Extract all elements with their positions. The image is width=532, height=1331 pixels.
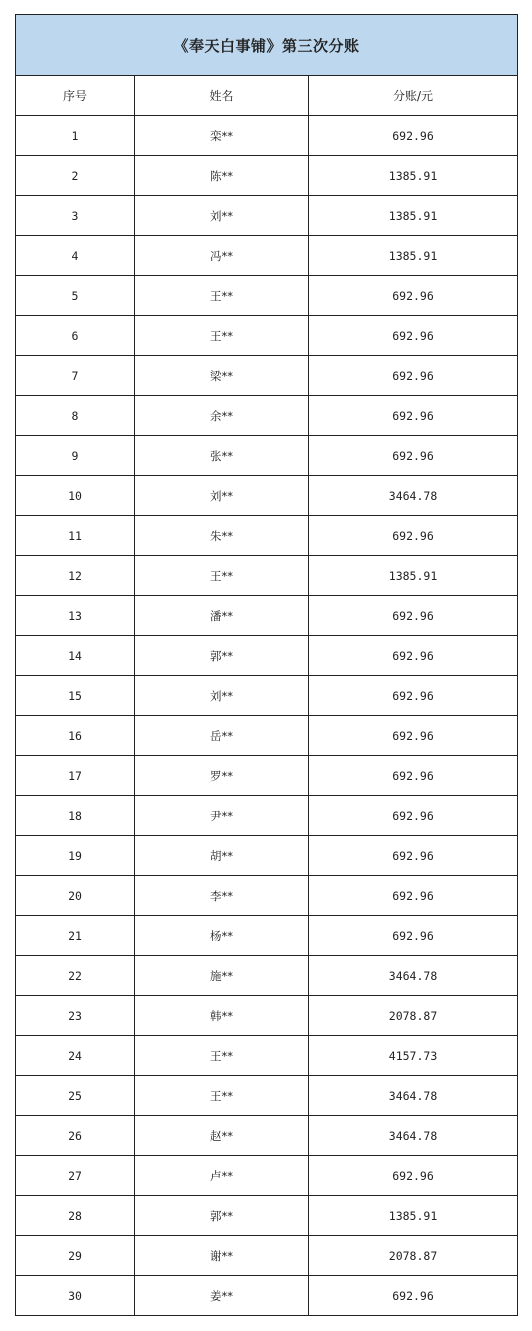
row-amount-cell: 3464.78 [309,1116,518,1156]
row-index-cell: 30 [16,1276,135,1316]
row-amount-cell: 692.96 [309,516,518,556]
row-amount-cell: 3464.78 [309,956,518,996]
row-name-cell: 胡** [135,836,309,876]
row-name-cell: 王** [135,1036,309,1076]
row-index-cell: 3 [16,196,135,236]
row-amount-cell: 692.96 [309,676,518,716]
row-name-cell: 王** [135,556,309,596]
table-row [16,756,518,796]
row-index-cell: 29 [16,1236,135,1276]
row-name-cell: 王** [135,316,309,356]
row-amount-cell: 1385.91 [309,236,518,276]
row-index-cell: 28 [16,1196,135,1236]
table-body [16,116,518,1316]
table-row [16,116,518,156]
column-header-index: 序号 [16,76,135,116]
row-amount-cell: 692.96 [309,716,518,756]
row-amount-cell: 692.96 [309,356,518,396]
table-row [16,1116,518,1156]
table-row [16,316,518,356]
row-name-cell: 张** [135,436,309,476]
row-amount-cell: 692.96 [309,636,518,676]
row-name-cell: 刘** [135,196,309,236]
row-name-cell: 郭** [135,1196,309,1236]
table-row [16,396,518,436]
row-amount-cell: 1385.91 [309,556,518,596]
table-row [16,716,518,756]
row-index-cell: 9 [16,436,135,476]
table-row [16,556,518,596]
row-name-cell: 郭** [135,636,309,676]
table-row [16,796,518,836]
table-row [16,836,518,876]
row-index-cell: 20 [16,876,135,916]
row-name-cell: 施** [135,956,309,996]
table-row [16,1196,518,1236]
row-index-cell: 7 [16,356,135,396]
row-name-cell: 赵** [135,1116,309,1156]
table-row [16,1236,518,1276]
table-row [16,476,518,516]
row-name-cell: 罗** [135,756,309,796]
row-index-cell: 22 [16,956,135,996]
table-row [16,596,518,636]
row-index-cell: 27 [16,1156,135,1196]
table-row [16,1076,518,1116]
row-index-cell: 10 [16,476,135,516]
row-name-cell: 余** [135,396,309,436]
row-name-cell: 潘** [135,596,309,636]
row-amount-cell: 2078.87 [309,1236,518,1276]
row-amount-cell: 692.96 [309,436,518,476]
row-amount-cell: 692.96 [309,916,518,956]
header-row [16,76,518,116]
row-amount-cell: 1385.91 [309,156,518,196]
title-row [16,15,518,76]
table-row [16,636,518,676]
row-index-cell: 4 [16,236,135,276]
table-row [16,916,518,956]
table-row [16,196,518,236]
row-index-cell: 24 [16,1036,135,1076]
row-index-cell: 25 [16,1076,135,1116]
row-name-cell: 谢** [135,1236,309,1276]
row-index-cell: 14 [16,636,135,676]
row-amount-cell: 3464.78 [309,476,518,516]
row-amount-cell: 692.96 [309,1156,518,1196]
row-amount-cell: 692.96 [309,276,518,316]
table-row [16,876,518,916]
row-amount-cell: 1385.91 [309,196,518,236]
row-index-cell: 1 [16,116,135,156]
row-amount-cell: 1385.91 [309,1196,518,1236]
row-index-cell: 8 [16,396,135,436]
row-index-cell: 23 [16,996,135,1036]
row-name-cell: 刘** [135,676,309,716]
row-index-cell: 16 [16,716,135,756]
table-title: 《奉天白事铺》第三次分账 [16,15,518,76]
row-name-cell: 李** [135,876,309,916]
row-name-cell: 朱** [135,516,309,556]
table-row [16,436,518,476]
row-name-cell: 栾** [135,116,309,156]
row-index-cell: 15 [16,676,135,716]
row-name-cell: 卢** [135,1156,309,1196]
row-amount-cell: 4157.73 [309,1036,518,1076]
table-row [16,236,518,276]
row-index-cell: 21 [16,916,135,956]
row-amount-cell: 692.96 [309,756,518,796]
table-row [16,276,518,316]
row-name-cell: 姜** [135,1276,309,1316]
row-name-cell: 尹** [135,796,309,836]
row-index-cell: 5 [16,276,135,316]
row-index-cell: 13 [16,596,135,636]
row-amount-cell: 692.96 [309,596,518,636]
table-row [16,1156,518,1196]
row-amount-cell: 692.96 [309,1276,518,1316]
row-name-cell: 岳** [135,716,309,756]
row-amount-cell: 2078.87 [309,996,518,1036]
row-name-cell: 韩** [135,996,309,1036]
row-name-cell: 梁** [135,356,309,396]
row-amount-cell: 692.96 [309,316,518,356]
row-amount-cell: 692.96 [309,396,518,436]
table-row [16,1036,518,1076]
row-index-cell: 2 [16,156,135,196]
row-index-cell: 11 [16,516,135,556]
row-name-cell: 杨** [135,916,309,956]
row-amount-cell: 3464.78 [309,1076,518,1116]
row-index-cell: 26 [16,1116,135,1156]
table-row [16,516,518,556]
column-header-name: 姓名 [135,76,309,116]
row-index-cell: 19 [16,836,135,876]
row-index-cell: 12 [16,556,135,596]
row-amount-cell: 692.96 [309,876,518,916]
table-row [16,676,518,716]
table-row [16,356,518,396]
row-amount-cell: 692.96 [309,836,518,876]
table-row [16,156,518,196]
payout-table [15,14,518,1316]
row-name-cell: 冯** [135,236,309,276]
row-index-cell: 6 [16,316,135,356]
row-index-cell: 18 [16,796,135,836]
column-header-amount: 分账/元 [309,76,518,116]
table-row [16,996,518,1036]
table-row [16,1276,518,1316]
row-name-cell: 刘** [135,476,309,516]
table-row [16,956,518,996]
row-amount-cell: 692.96 [309,116,518,156]
row-name-cell: 王** [135,1076,309,1116]
row-name-cell: 陈** [135,156,309,196]
row-index-cell: 17 [16,756,135,796]
row-name-cell: 王** [135,276,309,316]
row-amount-cell: 692.96 [309,796,518,836]
